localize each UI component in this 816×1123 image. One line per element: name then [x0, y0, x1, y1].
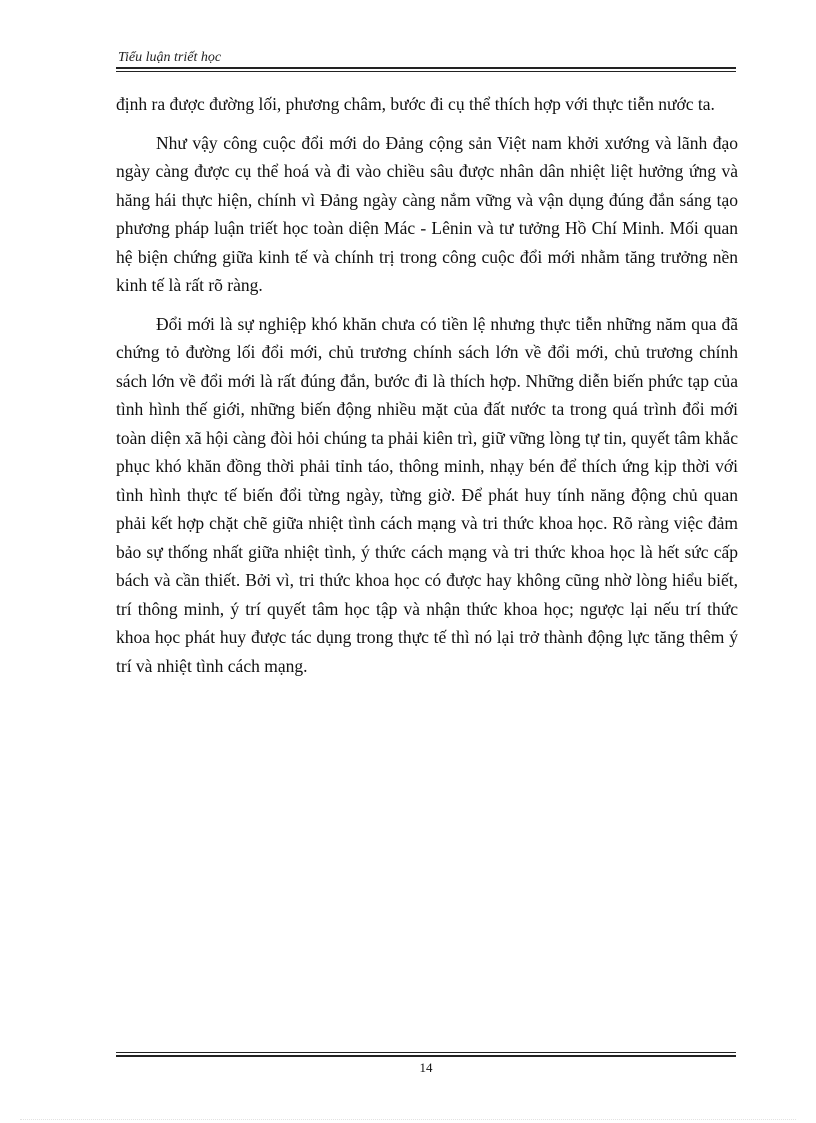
header-rule-thin	[116, 71, 736, 72]
page-bottom-divider	[20, 1119, 796, 1120]
header-rule-thick	[116, 67, 736, 69]
header-rule	[116, 67, 736, 72]
paragraph: Đổi mới là sự nghiệp khó khăn chưa có tiền lệ nhưng thực tiễn những năm qua đã chứng tỏ đường lối đổi mới, chủ trương chính sách lớn về đổi mới, chủ trương chính sách lớn về đổi mới là rất đúng đắn, bước đi là thích hợp. Những diễn biến phức tạp của tình hình thế giới, những biến động nhiều mặt của đất nước ta trong quá trình đổi mới toàn diện xã hội càng đòi hỏi chúng ta phải kiên trì, giữ vững lòng tự tin, quyết tâm khắc phục khó khăn đồng thời phải tỉnh táo, thông minh, nhạy bén để thích ứng kịp thời với tình hình thực tế biến đổi từng ngày, từng giờ. Để phát huy tính năng động chủ quan phải kết hợp chặt chẽ giữa nhiệt tình cách mạng và tri thức khoa học. Rõ ràng việc đảm bảo sự thống nhất giữa nhiệt tình, ý thức cách mạng và tri thức khoa học là hết sức cấp bách và cần thiết. Bởi vì, tri thức khoa học có được hay không cũng nhờ lòng hiểu biết, trí thông minh, ý trí quyết tâm học tập và nhận thức khoa học; ngược lại nếu trí thức khoa học phát huy được tác dụng trong thực tế thì nó lại trở thành động lực tăng thêm ý trí và nhiệt tình cách mạng.	[116, 313, 738, 676]
paragraph-continued: định ra được đường lối, phương châm, bước đi cụ thể thích hợp với thực tiễn nước ta.	[116, 94, 715, 114]
header-title: Tiểu luận triết học	[118, 50, 222, 65]
footer-rule-thin	[116, 1052, 736, 1053]
page-number: 14	[419, 1060, 433, 1075]
footer-rule-thick	[116, 1055, 736, 1057]
footer-rule	[116, 1052, 736, 1057]
body-text	[116, 90, 738, 690]
paragraph: Như vậy công cuộc đổi mới do Đảng cộng sản Việt nam khởi xướng và lãnh đạo ngày càng được cụ thể hoá và đi vào chiều sâu được nhân dân nhiệt liệt hưởng ứng và hăng hái thực hiện, chính vì Đảng ngày càng nắm vững và vận dụng đúng đắn sáng tạo phương pháp luận triết học toàn diện Mác - Lênin và tư tưởng Hồ Chí Minh. Mối quan hệ biện chứng giữa kinh tế và chính trị trong công cuộc đổi mới nhằm tăng trưởng nền kinh tế là rất rõ ràng.	[116, 132, 738, 295]
